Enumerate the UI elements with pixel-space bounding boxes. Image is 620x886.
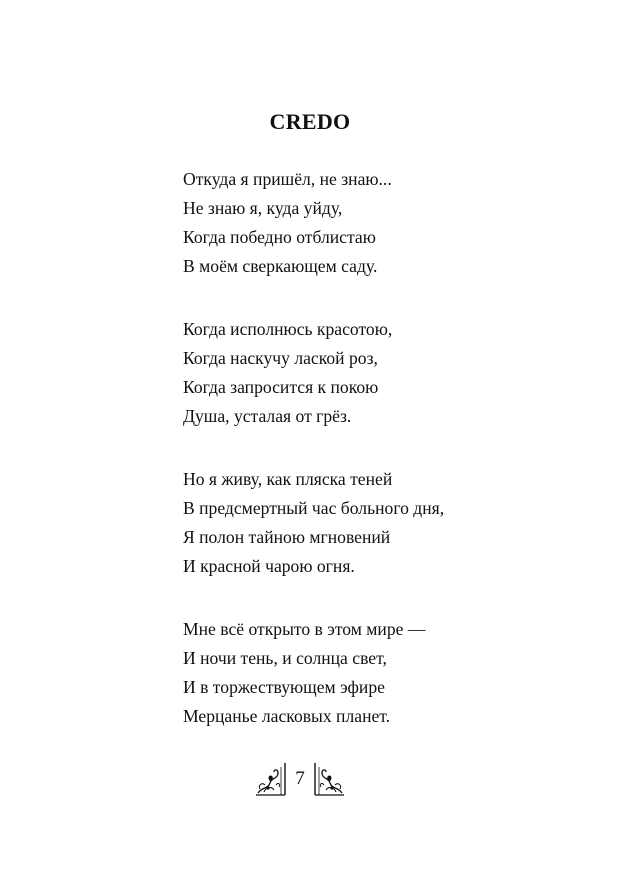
floral-ornament-icon: [254, 759, 290, 799]
poem-title: CREDO: [269, 109, 351, 134]
poem-line: И ночи тень, и солнца свет,: [183, 648, 387, 668]
floral-ornament-icon: [310, 759, 346, 799]
poem-line: Не знаю я, куда уйду,: [183, 198, 343, 218]
poem-line: В предсмертный час больного дня,: [183, 498, 445, 518]
poem-line: Но я живу, как пляска теней: [183, 469, 393, 489]
poem-line: Когда победно отблистаю: [183, 227, 376, 247]
poem-line: И красной чарою огня.: [183, 556, 355, 576]
page-number: 7: [295, 768, 305, 789]
poem-line: И в торжествующем эфире: [183, 677, 385, 697]
poem-line: Когда исполнюсь красотою,: [183, 319, 393, 339]
poem-line: Откуда я пришёл, не знаю...: [183, 169, 392, 189]
poem-line: Мне всё открыто в этом мире —: [183, 619, 426, 639]
poem-line: Когда наскучу лаской роз,: [183, 348, 378, 368]
poem-line: В моём сверкающем саду.: [183, 256, 378, 276]
poem-line: Когда запросится к покою: [183, 377, 379, 397]
poem-line: Мерцанье ласковых планет.: [183, 706, 391, 726]
stanza: [183, 165, 603, 281]
stanza: [183, 615, 603, 731]
poem-line: Душа, усталая от грёз.: [183, 406, 352, 426]
poem-line: Я полон тайною мгновений: [183, 527, 391, 547]
poem-body: [183, 165, 603, 765]
page-folio: [254, 759, 346, 799]
stanza: [183, 315, 603, 431]
stanza: [183, 465, 603, 581]
